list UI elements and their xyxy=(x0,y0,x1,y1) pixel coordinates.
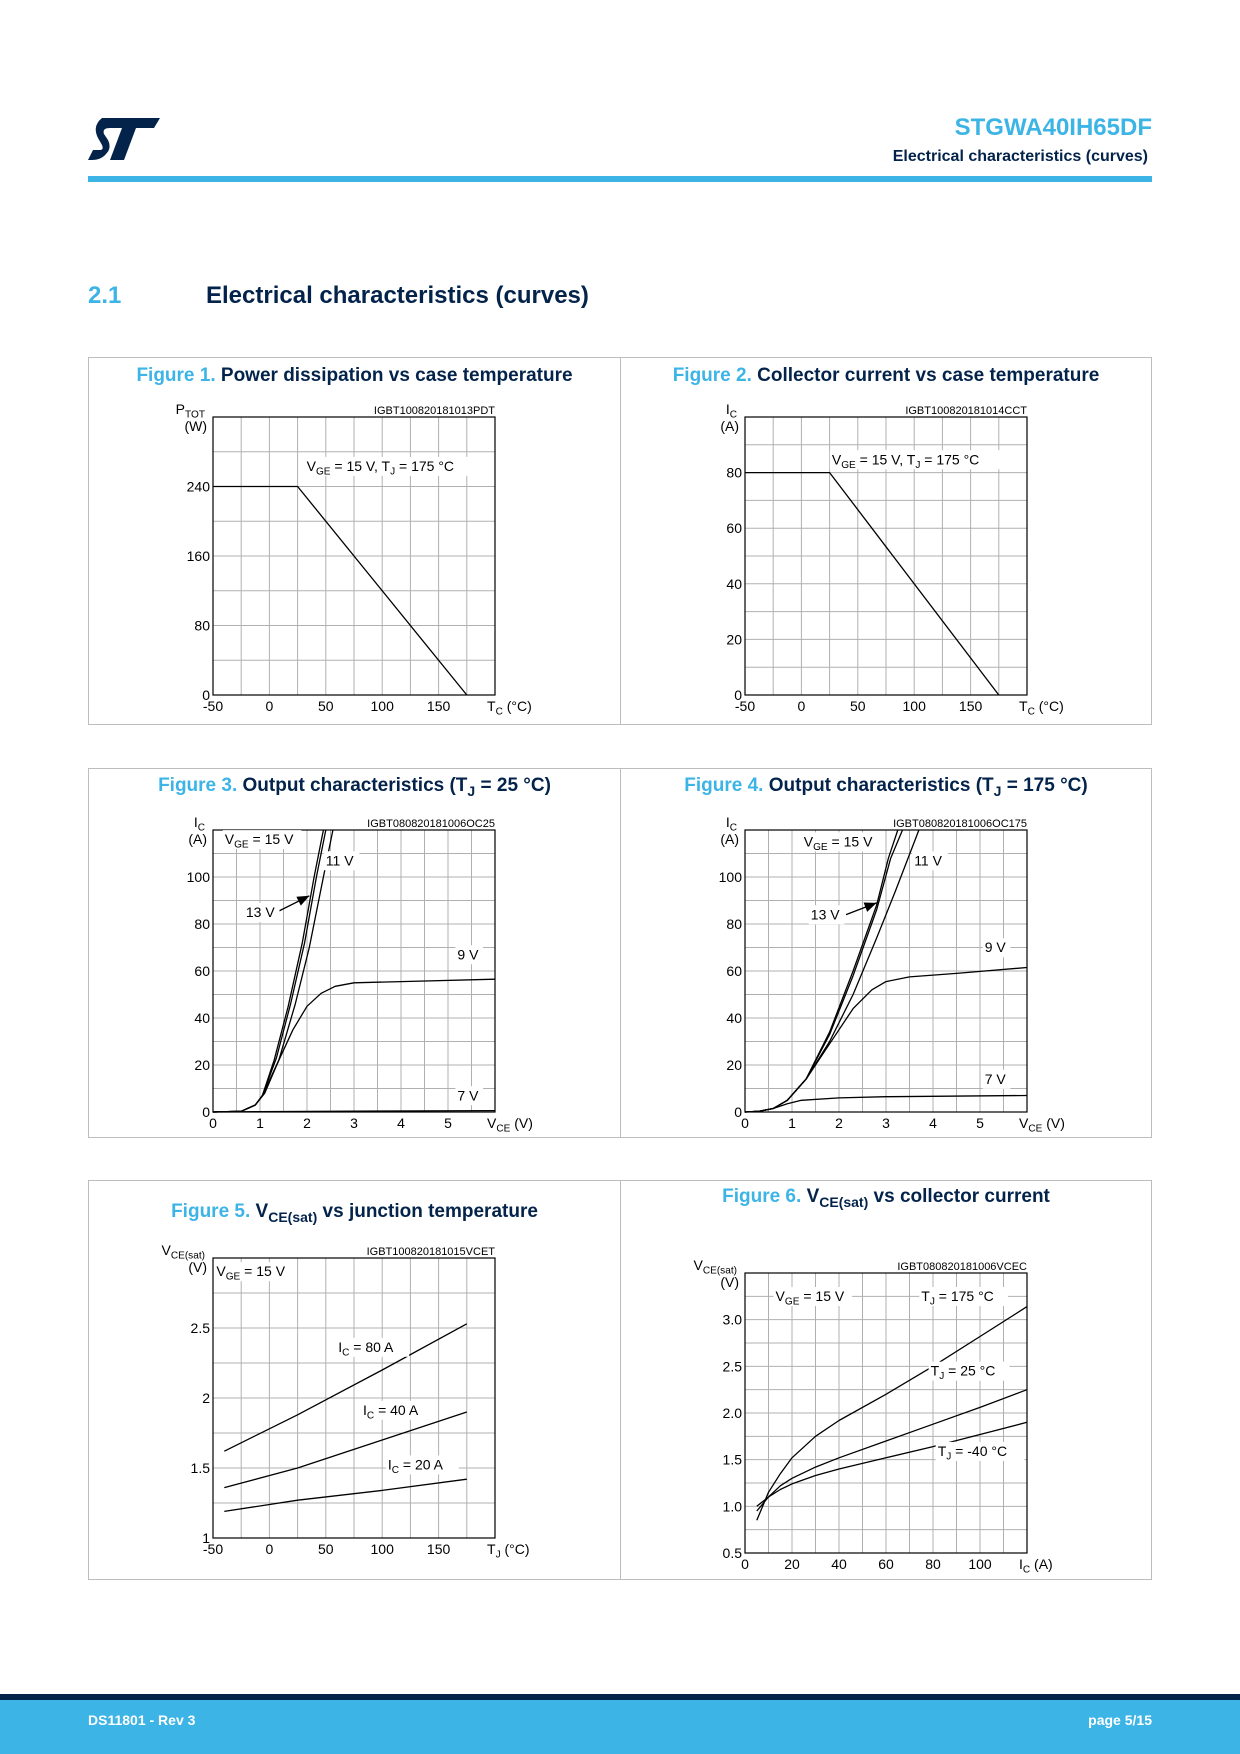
x-tick-label: 20 xyxy=(784,1556,800,1572)
annotation-label: $T_J = 175$ °C xyxy=(921,1288,994,1308)
x-axis-label: $T_C$ (°C) xyxy=(1019,698,1064,718)
y-tick-label: 1 xyxy=(202,1530,210,1546)
figure-5-number: Figure 5. xyxy=(171,1201,251,1222)
x-tick-label: 80 xyxy=(925,1556,941,1572)
figure-6-number: Figure 6. xyxy=(722,1186,802,1207)
y-axis-unit: (W) xyxy=(184,418,207,434)
figure-2-caption: Collector current vs case temperature xyxy=(757,365,1100,386)
figure-code: IGBT100820181014CCT xyxy=(905,405,1027,417)
x-axis-label: $V_{CE}$ (V) xyxy=(1019,1115,1065,1135)
x-tick-label: 4 xyxy=(929,1115,937,1131)
y-axis-unit: (V) xyxy=(188,1259,207,1275)
figure-code: IGBT080820181006VCEC xyxy=(897,1261,1027,1273)
figure-4-caption-a: Output characteristics (T xyxy=(768,775,994,796)
x-tick-label: 100 xyxy=(370,698,394,714)
figure-6-caption-a: V xyxy=(806,1186,820,1207)
y-tick-label: 1.0 xyxy=(722,1498,742,1515)
x-tick-label: 3 xyxy=(882,1115,890,1131)
x-tick-label: 5 xyxy=(444,1115,452,1131)
x-tick-label: 0 xyxy=(265,1541,274,1557)
x-tick-label: 1 xyxy=(256,1115,264,1131)
figure-5-caption-sub: CE(sat) xyxy=(268,1208,318,1225)
figure-6-caption-b: vs collector current xyxy=(868,1186,1050,1207)
x-tick-label: 50 xyxy=(318,1541,334,1557)
x-axis-label: $T_C$ (°C) xyxy=(487,698,532,718)
y-axis-label: $I_C$ xyxy=(193,814,205,834)
annotation-label: $V_{GE} = 15$ V xyxy=(224,831,294,851)
y-tick-label: 60 xyxy=(726,520,742,537)
annotation-label: $V_{GE} = 15$ V, $T_J = 175$ °C xyxy=(831,451,980,471)
y-axis-unit: (A) xyxy=(720,418,739,434)
y-axis-unit: (A) xyxy=(188,831,207,847)
y-tick-label: 20 xyxy=(194,1057,210,1073)
x-tick-label: 5 xyxy=(976,1115,984,1131)
x-tick-label: 2 xyxy=(303,1115,311,1131)
x-tick-label: 50 xyxy=(318,698,334,714)
x-tick-label: -50 xyxy=(202,1541,224,1557)
figure-3-caption-a: Output characteristics (T xyxy=(242,775,468,796)
y-tick-label: 0 xyxy=(202,1104,210,1120)
x-tick-label: 60 xyxy=(878,1556,894,1572)
x-axis-label: $I_C$ (A) xyxy=(1019,1556,1053,1576)
figure-4-caption-b: = 175 °C) xyxy=(1001,775,1088,796)
annotation-label: 9 V xyxy=(984,939,1006,956)
section-title: Electrical characteristics (curves) xyxy=(206,282,589,309)
y-tick-label: 240 xyxy=(186,478,210,495)
x-tick-label: 150 xyxy=(426,698,451,714)
x-tick-label: 4 xyxy=(397,1115,405,1131)
y-tick-label: 0 xyxy=(202,687,210,703)
figure-6-caption-sub: CE(sat) xyxy=(819,1193,869,1210)
x-tick-label: -50 xyxy=(202,698,224,714)
annotation-label: 9 V xyxy=(457,946,479,963)
y-tick-label: 3.0 xyxy=(722,1311,742,1328)
x-tick-label: 100 xyxy=(902,698,926,714)
y-axis-label: $V_{CE(sat)}$ xyxy=(693,1257,737,1277)
y-tick-label: 60 xyxy=(194,963,210,979)
x-tick-label: 0 xyxy=(797,698,806,714)
y-axis-unit: (A) xyxy=(720,831,739,847)
page-number: page 5/15 xyxy=(1088,1712,1152,1728)
figure-code: IGBT080820181006OC25 xyxy=(367,818,495,830)
annotation-label: 13 V xyxy=(810,906,840,923)
x-tick-label: 0 xyxy=(209,1115,217,1131)
figure-code: IGBT100820181013PDT xyxy=(373,405,495,417)
annotation-label: $V_{GE} = 15$ V xyxy=(803,833,873,853)
x-axis-label: $V_{CE}$ (V) xyxy=(487,1115,533,1135)
figure-code: IGBT100820181015VCET xyxy=(366,1246,495,1258)
y-tick-label: 2.0 xyxy=(722,1405,742,1421)
annotation-label: $V_{GE} = 15$ V xyxy=(775,1288,845,1308)
annotation-label: 7 V xyxy=(984,1070,1006,1087)
annotation-label: $I_C = 20$ A xyxy=(387,1456,443,1476)
y-tick-label: 20 xyxy=(726,1057,742,1073)
x-tick-label: 100 xyxy=(370,1541,394,1557)
annotation-label: $T_J = -40$ °C xyxy=(937,1442,1008,1463)
annotation-label: $T_J = 25$ °C xyxy=(930,1362,996,1383)
y-tick-label: 0 xyxy=(734,687,742,703)
x-tick-label: 150 xyxy=(958,698,983,714)
annotation-label: 7 V xyxy=(457,1087,479,1104)
figure-1-caption: Power dissipation vs case temperature xyxy=(220,365,573,386)
y-axis-label: $I_C$ xyxy=(725,401,737,421)
x-tick-label: 2 xyxy=(835,1115,843,1131)
annotation-label: 13 V xyxy=(245,903,275,920)
y-axis-unit: (V) xyxy=(720,1274,739,1290)
part-number: STGWA40IH65DF xyxy=(954,114,1152,141)
y-tick-label: 2 xyxy=(202,1390,210,1406)
figure-4-caption-sub: J xyxy=(993,782,1002,799)
x-tick-label: 0 xyxy=(741,1115,749,1131)
y-tick-label: 80 xyxy=(726,464,742,481)
y-tick-label: 1.5 xyxy=(722,1451,742,1468)
x-tick-label: 3 xyxy=(350,1115,358,1131)
figure-code: IGBT080820181006OC175 xyxy=(893,818,1027,830)
annotation-label: $I_C = 40$ A xyxy=(363,1401,419,1422)
x-tick-label: 40 xyxy=(831,1556,847,1572)
y-tick-label: 0.5 xyxy=(722,1545,742,1561)
y-tick-label: 80 xyxy=(726,916,742,932)
y-tick-label: 2.5 xyxy=(190,1320,210,1336)
figure-5-caption-b: vs junction temperature xyxy=(317,1201,538,1222)
y-tick-label: 20 xyxy=(726,631,742,648)
annotation-label: $V_{GE} = 15$ V, $T_J = 175$ °C xyxy=(306,457,455,478)
y-tick-label: 80 xyxy=(194,916,210,932)
annotation-label: 11 V xyxy=(325,852,354,869)
x-tick-label: 50 xyxy=(850,698,866,714)
y-tick-label: 40 xyxy=(726,575,742,592)
annotation-label: $I_C = 80$ A xyxy=(338,1338,394,1359)
y-tick-label: 40 xyxy=(726,1010,742,1026)
x-tick-label: 0 xyxy=(265,698,274,714)
figure-5-caption-a: V xyxy=(255,1201,269,1222)
series-line xyxy=(757,1422,1027,1506)
figure-2-number: Figure 2. xyxy=(672,365,752,386)
y-tick-label: 2.5 xyxy=(722,1358,742,1375)
header-subtitle: Electrical characteristics (curves) xyxy=(892,148,1148,165)
x-tick-label: 1 xyxy=(788,1115,796,1131)
y-tick-label: 1.5 xyxy=(190,1460,210,1476)
section-number: 2.1 xyxy=(88,282,122,309)
y-tick-label: 40 xyxy=(194,1010,210,1026)
x-axis-label: $T_J$ (°C) xyxy=(487,1541,530,1561)
doc-revision: DS11801 - Rev 3 xyxy=(88,1712,196,1728)
y-tick-label: 100 xyxy=(718,869,742,885)
y-tick-label: 0 xyxy=(734,1104,742,1120)
y-axis-label: $P_{TOT}$ xyxy=(175,401,205,421)
figure-4-number: Figure 4. xyxy=(684,775,764,796)
x-tick-label: 0 xyxy=(741,1556,749,1572)
figure-3-caption-b: = 25 °C) xyxy=(475,775,551,796)
figure-3-number: Figure 3. xyxy=(158,775,238,796)
y-axis-label: $I_C$ xyxy=(725,814,737,834)
x-tick-label: -50 xyxy=(734,698,756,714)
footer-rule xyxy=(0,1694,1240,1700)
figure-1-number: Figure 1. xyxy=(136,365,216,386)
y-tick-label: 80 xyxy=(194,617,210,634)
y-tick-label: 100 xyxy=(186,869,210,885)
y-axis-label: $V_{CE(sat)}$ xyxy=(161,1242,205,1262)
figure-3-caption-sub: J xyxy=(467,782,476,799)
y-tick-label: 60 xyxy=(726,963,742,979)
x-tick-label: 150 xyxy=(426,1541,451,1557)
y-tick-label: 160 xyxy=(186,548,210,564)
annotation-label: 11 V xyxy=(914,852,942,869)
annotation-label: $V_{GE} = 15$ V xyxy=(216,1263,286,1283)
x-tick-label: 100 xyxy=(968,1556,992,1572)
